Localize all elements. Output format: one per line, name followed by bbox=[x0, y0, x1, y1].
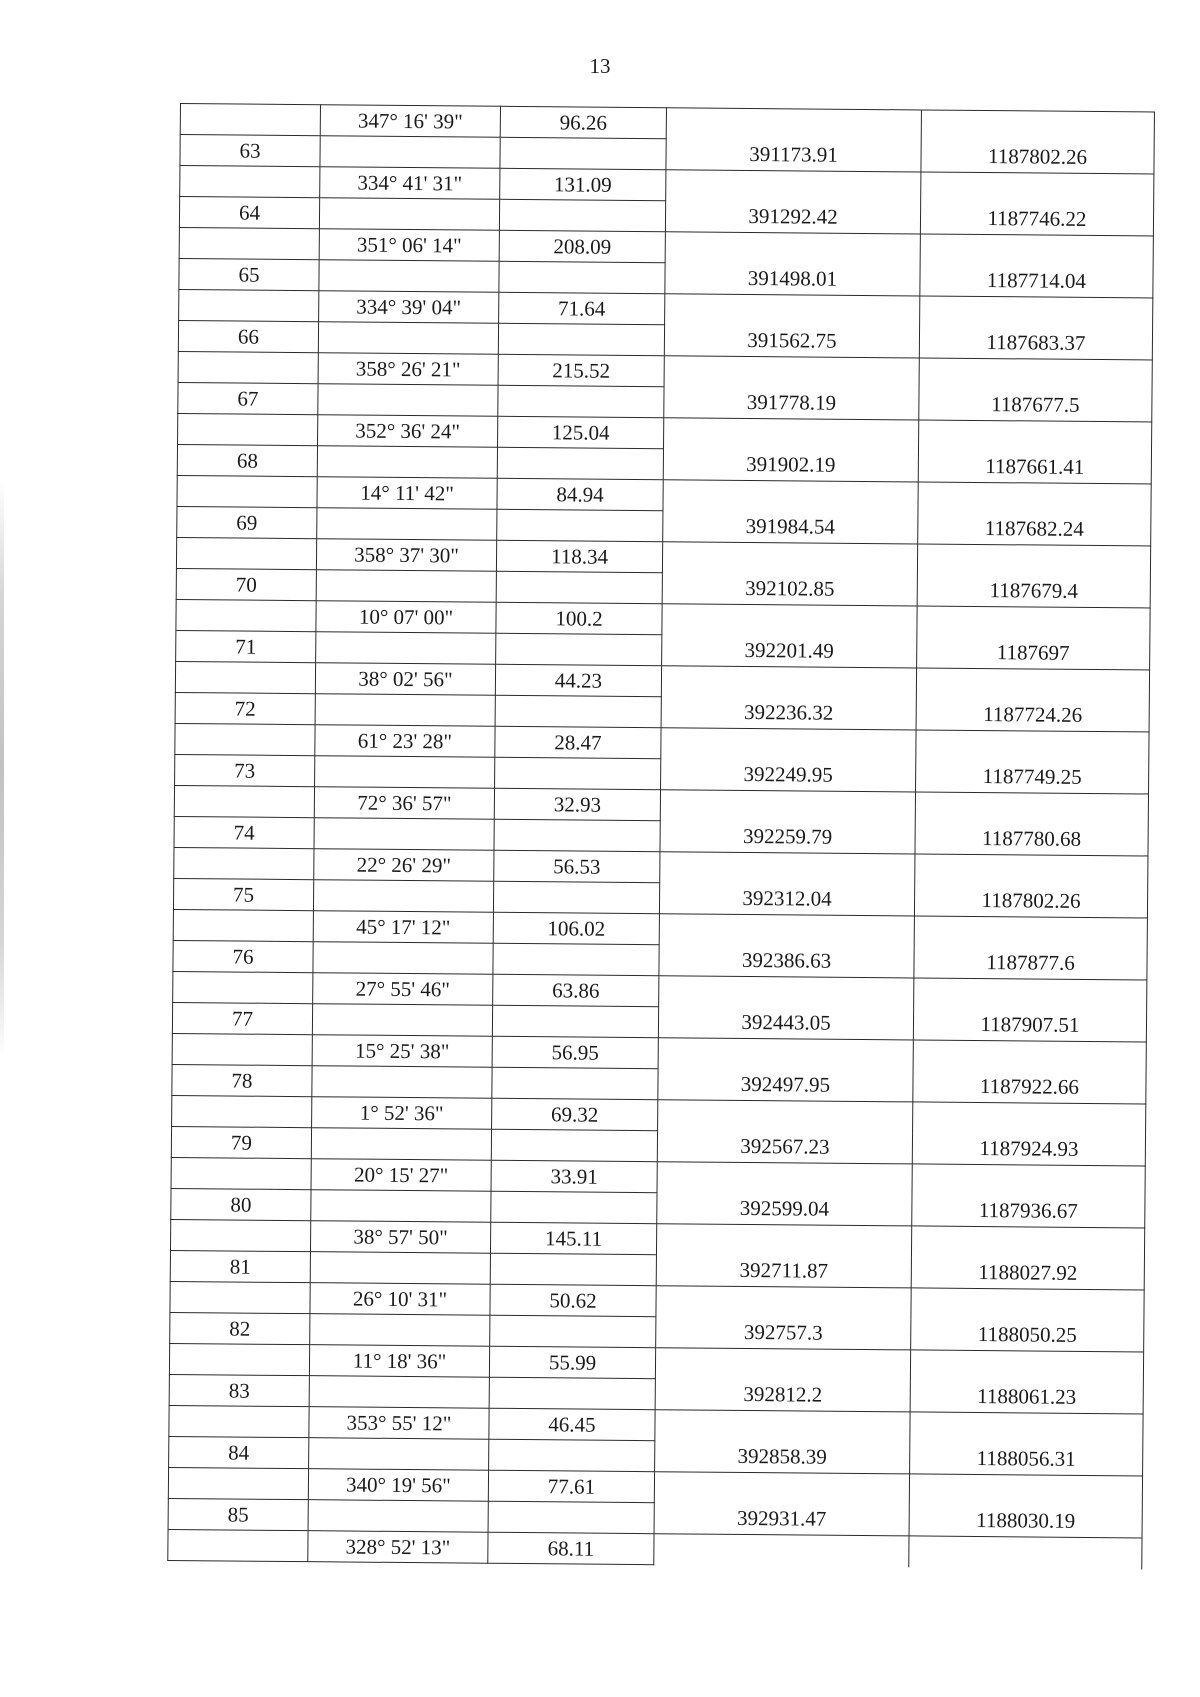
easting-cell: 1188050.25 bbox=[911, 1319, 1144, 1352]
distance-cell bbox=[499, 199, 665, 231]
distance-cell bbox=[490, 1253, 656, 1285]
distance-cell: 131.09 bbox=[500, 168, 666, 200]
station-number bbox=[178, 351, 318, 383]
survey-table-container bbox=[167, 103, 1154, 1569]
easting-cell: 1187780.68 bbox=[915, 823, 1148, 856]
distance-cell bbox=[489, 1377, 655, 1409]
bearing-cell bbox=[310, 1314, 490, 1347]
northing-cell bbox=[662, 542, 917, 575]
distance-cell: 208.09 bbox=[499, 230, 665, 262]
station-number bbox=[179, 227, 319, 259]
bearing-cell bbox=[314, 818, 494, 851]
easting-cell bbox=[913, 1102, 1146, 1135]
station-number: 85 bbox=[168, 1498, 308, 1530]
easting-cell bbox=[921, 172, 1154, 205]
easting-cell bbox=[916, 668, 1149, 701]
bearing-cell bbox=[317, 508, 497, 541]
station-number bbox=[176, 537, 316, 569]
distance-cell: 32.93 bbox=[494, 788, 660, 820]
station-number bbox=[175, 723, 315, 755]
easting-cell bbox=[915, 792, 1148, 825]
easting-cell: 1187697 bbox=[917, 637, 1150, 670]
distance-cell: 28.47 bbox=[495, 726, 661, 758]
easting-cell bbox=[920, 296, 1153, 329]
easting-cell bbox=[913, 1040, 1146, 1073]
northing-cell bbox=[655, 1348, 910, 1381]
bearing-cell bbox=[311, 1128, 491, 1161]
easting-cell bbox=[911, 1288, 1144, 1321]
bearing-cell bbox=[309, 1438, 489, 1471]
northing-cell bbox=[666, 170, 921, 203]
bearing-cell: 11° 18' 36" bbox=[309, 1345, 489, 1378]
northing-cell bbox=[660, 790, 915, 823]
bearing-cell: 27° 55' 46" bbox=[313, 973, 493, 1006]
station-number: 69 bbox=[177, 506, 317, 538]
station-number: 78 bbox=[172, 1064, 312, 1096]
distance-cell: 63.86 bbox=[493, 974, 659, 1006]
northing-cell bbox=[665, 294, 920, 327]
station-number bbox=[169, 1343, 309, 1375]
station-number bbox=[171, 1157, 311, 1189]
easting-cell bbox=[921, 110, 1154, 143]
station-number bbox=[168, 1529, 308, 1561]
station-number: 79 bbox=[171, 1126, 311, 1158]
station-number: 77 bbox=[172, 1002, 312, 1034]
bearing-cell: 20° 15' 27" bbox=[311, 1159, 491, 1192]
northing-cell bbox=[654, 1534, 909, 1567]
easting-cell: 1187907.51 bbox=[913, 1009, 1146, 1042]
easting-cell: 1188061.23 bbox=[910, 1381, 1143, 1414]
bearing-cell: 10° 07' 00" bbox=[316, 601, 496, 634]
station-number: 67 bbox=[178, 382, 318, 414]
bearing-cell bbox=[315, 756, 495, 789]
easting-cell bbox=[910, 1350, 1143, 1383]
scan-shadow bbox=[0, 480, 4, 1060]
northing-cell bbox=[659, 914, 914, 947]
northing-cell bbox=[664, 418, 919, 451]
bearing-cell: 38° 02' 56" bbox=[315, 663, 495, 696]
station-number: 65 bbox=[179, 258, 319, 290]
easting-cell: 1187724.26 bbox=[916, 699, 1149, 732]
easting-cell bbox=[917, 606, 1150, 639]
northing-cell bbox=[658, 1038, 913, 1071]
bearing-cell: 334° 41' 31" bbox=[320, 167, 500, 200]
distance-cell bbox=[498, 385, 664, 417]
station-number bbox=[170, 1281, 310, 1313]
station-number bbox=[176, 599, 316, 631]
station-number: 70 bbox=[176, 568, 316, 600]
station-number bbox=[174, 785, 314, 817]
distance-cell: 56.53 bbox=[494, 850, 660, 882]
easting-cell bbox=[915, 854, 1148, 887]
station-number: 80 bbox=[171, 1188, 311, 1220]
distance-cell: 77.61 bbox=[488, 1470, 654, 1502]
distance-cell bbox=[489, 1439, 655, 1471]
easting-cell bbox=[909, 1536, 1142, 1569]
station-number bbox=[179, 289, 319, 321]
station-number: 81 bbox=[170, 1250, 310, 1282]
bearing-cell bbox=[308, 1500, 488, 1533]
northing-cell: 391902.19 bbox=[663, 449, 918, 482]
bearing-cell: 1° 52' 36" bbox=[312, 1097, 492, 1130]
northing-cell bbox=[661, 666, 916, 699]
station-number bbox=[168, 1467, 308, 1499]
bearing-cell: 352° 36' 24" bbox=[318, 415, 498, 448]
northing-cell bbox=[660, 852, 915, 885]
easting-cell: 1188027.92 bbox=[911, 1257, 1144, 1290]
northing-cell: 392812.2 bbox=[655, 1379, 910, 1412]
northing-cell: 392443.05 bbox=[658, 1007, 913, 1040]
bearing-cell: 26° 10' 31" bbox=[310, 1283, 490, 1316]
easting-cell bbox=[916, 730, 1149, 763]
northing-cell: 391292.42 bbox=[665, 201, 920, 234]
easting-cell bbox=[918, 482, 1151, 515]
distance-cell: 96.26 bbox=[500, 106, 666, 138]
station-number: 76 bbox=[173, 940, 313, 972]
bearing-cell bbox=[311, 1190, 491, 1223]
easting-cell bbox=[914, 978, 1147, 1011]
distance-cell: 84.94 bbox=[497, 478, 663, 510]
distance-cell bbox=[500, 137, 666, 169]
station-number: 84 bbox=[169, 1436, 309, 1468]
distance-cell: 50.62 bbox=[490, 1284, 656, 1316]
station-number: 82 bbox=[170, 1312, 310, 1344]
northing-cell: 392858.39 bbox=[655, 1441, 910, 1474]
distance-cell bbox=[499, 261, 665, 293]
easting-cell bbox=[914, 916, 1147, 949]
easting-cell bbox=[919, 358, 1152, 391]
easting-cell: 1187924.93 bbox=[912, 1133, 1145, 1166]
bearing-cell: 22° 26' 29" bbox=[314, 849, 494, 882]
distance-cell bbox=[493, 881, 659, 913]
bearing-cell: 328° 52' 13" bbox=[308, 1531, 488, 1564]
northing-cell bbox=[654, 1472, 909, 1505]
easting-cell: 1187661.41 bbox=[918, 451, 1151, 484]
distance-cell bbox=[496, 633, 662, 665]
station-number: 63 bbox=[180, 135, 320, 167]
easting-cell: 1187922.66 bbox=[913, 1071, 1146, 1104]
northing-cell bbox=[655, 1410, 910, 1443]
bearing-cell bbox=[310, 1252, 490, 1285]
distance-cell bbox=[495, 757, 661, 789]
bearing-cell bbox=[317, 446, 497, 479]
northing-cell bbox=[658, 1100, 913, 1133]
northing-cell: 392312.04 bbox=[659, 883, 914, 916]
bearing-cell: 72° 36' 57" bbox=[314, 787, 494, 820]
easting-cell: 1187877.6 bbox=[914, 947, 1147, 980]
easting-cell bbox=[912, 1164, 1145, 1197]
northing-cell: 391173.91 bbox=[666, 139, 921, 172]
distance-cell: 46.45 bbox=[489, 1408, 655, 1440]
station-number bbox=[169, 1405, 309, 1437]
distance-cell: 71.64 bbox=[499, 292, 665, 324]
distance-cell bbox=[491, 1191, 657, 1223]
bearing-cell bbox=[315, 694, 495, 727]
easting-cell bbox=[920, 234, 1153, 267]
bearing-cell bbox=[316, 570, 496, 603]
distance-cell bbox=[498, 323, 664, 355]
distance-cell bbox=[490, 1315, 656, 1347]
station-number: 75 bbox=[173, 878, 313, 910]
bearing-cell bbox=[319, 198, 499, 231]
easting-cell: 1188030.19 bbox=[909, 1505, 1142, 1538]
bearing-cell bbox=[312, 1066, 492, 1099]
northing-cell bbox=[657, 1162, 912, 1195]
easting-cell: 1187683.37 bbox=[919, 327, 1152, 360]
bearing-cell: 351° 06' 14" bbox=[319, 229, 499, 262]
distance-cell bbox=[496, 571, 662, 603]
bearing-cell: 340° 19' 56" bbox=[308, 1469, 488, 1502]
easting-cell bbox=[910, 1412, 1143, 1445]
northing-cell bbox=[656, 1224, 911, 1257]
easting-cell: 1187749.25 bbox=[916, 761, 1149, 794]
distance-cell: 118.34 bbox=[496, 540, 662, 572]
distance-cell bbox=[488, 1501, 654, 1533]
page-number: 13 bbox=[589, 54, 611, 78]
station-number bbox=[170, 1219, 310, 1251]
northing-cell bbox=[659, 976, 914, 1009]
bearing-cell: 38° 57' 50" bbox=[310, 1221, 490, 1254]
bearing-cell bbox=[309, 1376, 489, 1409]
bearing-cell: 15° 25' 38" bbox=[312, 1035, 492, 1068]
station-number bbox=[174, 847, 314, 879]
bearing-cell: 14° 11' 42" bbox=[317, 477, 497, 510]
station-number bbox=[180, 166, 320, 198]
survey-coordinates-table bbox=[167, 103, 1155, 1569]
distance-cell bbox=[495, 695, 661, 727]
bearing-cell: 334° 39' 04" bbox=[319, 291, 499, 324]
bearing-cell: 45° 17' 12" bbox=[313, 911, 493, 944]
distance-cell: 145.11 bbox=[490, 1222, 656, 1254]
bearing-cell: 353° 55' 12" bbox=[309, 1407, 489, 1440]
northing-cell: 391562.75 bbox=[664, 325, 919, 358]
easting-cell: 1187746.22 bbox=[920, 203, 1153, 236]
northing-cell bbox=[656, 1286, 911, 1319]
easting-cell bbox=[917, 544, 1150, 577]
bearing-cell: 347° 16' 39" bbox=[320, 105, 500, 138]
distance-cell bbox=[494, 819, 660, 851]
station-number: 64 bbox=[179, 197, 319, 229]
distance-cell bbox=[492, 1067, 658, 1099]
bearing-cell: 358° 37' 30" bbox=[316, 539, 496, 572]
easting-cell: 1188056.31 bbox=[910, 1443, 1143, 1476]
bearing-cell bbox=[313, 880, 493, 913]
northing-cell bbox=[663, 480, 918, 513]
station-number: 73 bbox=[175, 754, 315, 786]
distance-cell bbox=[493, 943, 659, 975]
distance-cell: 68.11 bbox=[488, 1532, 654, 1564]
northing-cell: 392599.04 bbox=[657, 1193, 912, 1226]
bearing-cell bbox=[319, 260, 499, 293]
easting-cell: 1187802.26 bbox=[914, 885, 1147, 918]
easting-cell bbox=[911, 1226, 1144, 1259]
distance-cell: 44.23 bbox=[495, 664, 661, 696]
station-number bbox=[180, 104, 320, 136]
easting-cell: 1187936.67 bbox=[912, 1195, 1145, 1228]
bearing-cell bbox=[313, 942, 493, 975]
northing-cell: 392386.63 bbox=[659, 945, 914, 978]
northing-cell bbox=[665, 232, 920, 265]
northing-cell: 391984.54 bbox=[663, 511, 918, 544]
distance-cell bbox=[497, 509, 663, 541]
easting-cell: 1187714.04 bbox=[920, 265, 1153, 298]
distance-cell: 56.95 bbox=[492, 1036, 658, 1068]
distance-cell: 125.04 bbox=[498, 416, 664, 448]
northing-cell: 391498.01 bbox=[665, 263, 920, 296]
easting-cell: 1187682.24 bbox=[918, 513, 1151, 546]
northing-cell: 392567.23 bbox=[657, 1131, 912, 1164]
distance-cell: 100.2 bbox=[496, 602, 662, 634]
station-number: 71 bbox=[176, 630, 316, 662]
station-number bbox=[172, 1095, 312, 1127]
easting-cell bbox=[918, 420, 1151, 453]
distance-cell bbox=[491, 1129, 657, 1161]
bearing-cell bbox=[320, 136, 500, 169]
northing-cell: 392102.85 bbox=[662, 573, 917, 606]
distance-cell: 33.91 bbox=[491, 1160, 657, 1192]
easting-cell bbox=[909, 1474, 1142, 1507]
northing-cell: 392757.3 bbox=[656, 1317, 911, 1350]
easting-cell: 1187679.4 bbox=[917, 575, 1150, 608]
station-number bbox=[172, 1033, 312, 1065]
distance-cell: 215.52 bbox=[498, 354, 664, 386]
station-number: 83 bbox=[169, 1374, 309, 1406]
distance-cell: 69.32 bbox=[492, 1098, 658, 1130]
bearing-cell: 61° 23' 28" bbox=[315, 725, 495, 758]
station-number: 72 bbox=[175, 692, 315, 724]
northing-cell: 392711.87 bbox=[656, 1255, 911, 1288]
northing-cell bbox=[666, 108, 921, 141]
table-body bbox=[168, 104, 1155, 1569]
northing-cell: 391778.19 bbox=[664, 387, 919, 420]
northing-cell bbox=[664, 356, 919, 389]
northing-cell: 392931.47 bbox=[654, 1503, 909, 1536]
station-number: 66 bbox=[178, 320, 318, 352]
station-number bbox=[175, 661, 315, 693]
distance-cell bbox=[492, 1005, 658, 1037]
northing-cell: 392236.32 bbox=[661, 697, 916, 730]
northing-cell bbox=[662, 604, 917, 637]
northing-cell bbox=[661, 728, 916, 761]
station-number bbox=[173, 909, 313, 941]
bearing-cell bbox=[318, 322, 498, 355]
bearing-cell bbox=[316, 632, 496, 665]
northing-cell: 392249.95 bbox=[661, 759, 916, 792]
bearing-cell bbox=[312, 1004, 492, 1037]
easting-cell: 1187677.5 bbox=[919, 389, 1152, 422]
station-number bbox=[177, 475, 317, 507]
station-number bbox=[178, 413, 318, 445]
distance-cell bbox=[497, 447, 663, 479]
station-number: 68 bbox=[177, 444, 317, 476]
easting-cell: 1187802.26 bbox=[921, 141, 1154, 174]
northing-cell: 392259.79 bbox=[660, 821, 915, 854]
distance-cell: 55.99 bbox=[489, 1346, 655, 1378]
station-number: 74 bbox=[174, 816, 314, 848]
bearing-cell: 358° 26' 21" bbox=[318, 353, 498, 386]
station-number bbox=[173, 971, 313, 1003]
bearing-cell bbox=[318, 384, 498, 417]
northing-cell: 392201.49 bbox=[662, 635, 917, 668]
northing-cell: 392497.95 bbox=[658, 1069, 913, 1102]
distance-cell: 106.02 bbox=[493, 912, 659, 944]
